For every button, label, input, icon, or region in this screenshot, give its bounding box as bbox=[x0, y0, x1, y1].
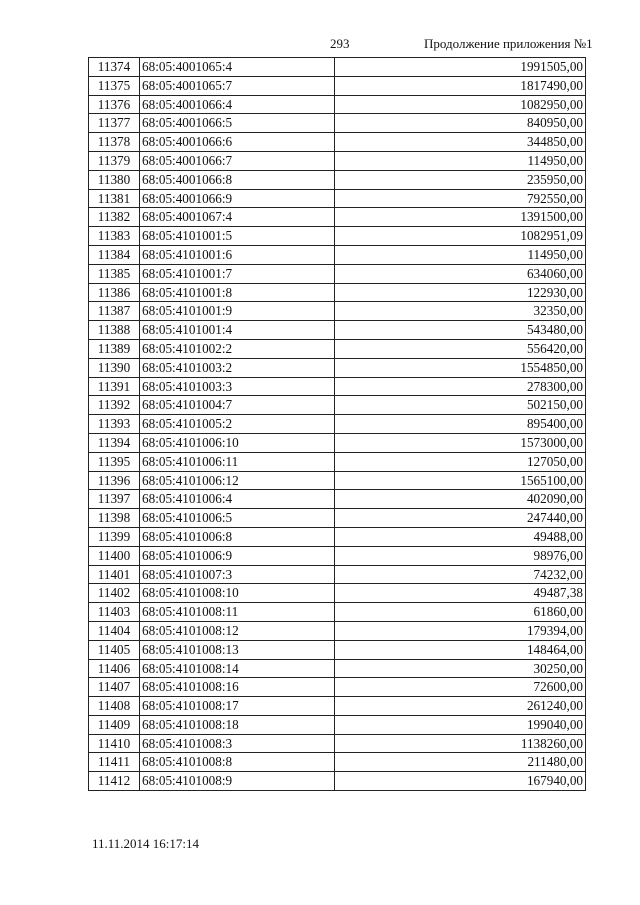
cadastral-number: 68:05:4001067:4 bbox=[140, 208, 335, 227]
cadastral-value: 49488,00 bbox=[335, 527, 586, 546]
table-row bbox=[89, 509, 586, 528]
row-number: 11385 bbox=[89, 264, 140, 283]
row-number: 11412 bbox=[89, 772, 140, 791]
cadastral-value: 1138260,00 bbox=[335, 734, 586, 753]
row-number: 11394 bbox=[89, 433, 140, 452]
cadastral-value: 556420,00 bbox=[335, 339, 586, 358]
row-number: 11384 bbox=[89, 245, 140, 264]
table-row bbox=[89, 133, 586, 152]
cadastral-value: 61860,00 bbox=[335, 603, 586, 622]
row-number: 11375 bbox=[89, 76, 140, 95]
cadastral-value: 840950,00 bbox=[335, 114, 586, 133]
table-body bbox=[89, 58, 586, 791]
cadastral-number: 68:05:4001066:7 bbox=[140, 151, 335, 170]
table-row bbox=[89, 603, 586, 622]
cadastral-value: 247440,00 bbox=[335, 509, 586, 528]
cadastral-value: 179394,00 bbox=[335, 621, 586, 640]
table-row bbox=[89, 772, 586, 791]
row-number: 11383 bbox=[89, 227, 140, 246]
cadastral-number: 68:05:4001065:7 bbox=[140, 76, 335, 95]
row-number: 11398 bbox=[89, 509, 140, 528]
row-number: 11404 bbox=[89, 621, 140, 640]
cadastral-number: 68:05:4101001:7 bbox=[140, 264, 335, 283]
cadastral-number: 68:05:4001066:9 bbox=[140, 189, 335, 208]
cadastral-number: 68:05:4101001:5 bbox=[140, 227, 335, 246]
cadastral-value: 235950,00 bbox=[335, 170, 586, 189]
cadastral-value: 122930,00 bbox=[335, 283, 586, 302]
cadastral-number: 68:05:4101006:8 bbox=[140, 527, 335, 546]
table-row bbox=[89, 95, 586, 114]
cadastral-number: 68:05:4101001:6 bbox=[140, 245, 335, 264]
row-number: 11378 bbox=[89, 133, 140, 152]
table-row bbox=[89, 490, 586, 509]
cadastral-number: 68:05:4101005:2 bbox=[140, 415, 335, 434]
row-number: 11393 bbox=[89, 415, 140, 434]
table-row bbox=[89, 339, 586, 358]
cadastral-number: 68:05:4101008:18 bbox=[140, 715, 335, 734]
cadastral-number: 68:05:4101006:12 bbox=[140, 471, 335, 490]
cadastral-number: 68:05:4101008:10 bbox=[140, 584, 335, 603]
table-row bbox=[89, 734, 586, 753]
cadastral-value: 199040,00 bbox=[335, 715, 586, 734]
cadastral-value: 502150,00 bbox=[335, 396, 586, 415]
table-row bbox=[89, 283, 586, 302]
cadastral-value: 634060,00 bbox=[335, 264, 586, 283]
row-number: 11391 bbox=[89, 377, 140, 396]
cadastral-value: 1573000,00 bbox=[335, 433, 586, 452]
row-number: 11379 bbox=[89, 151, 140, 170]
cadastral-number: 68:05:4101001:9 bbox=[140, 302, 335, 321]
cadastral-number: 68:05:4101008:8 bbox=[140, 753, 335, 772]
cadastral-value: 344850,00 bbox=[335, 133, 586, 152]
row-number: 11402 bbox=[89, 584, 140, 603]
row-number: 11380 bbox=[89, 170, 140, 189]
table-row bbox=[89, 621, 586, 640]
cadastral-value: 167940,00 bbox=[335, 772, 586, 791]
cadastral-number: 68:05:4101004:7 bbox=[140, 396, 335, 415]
row-number: 11409 bbox=[89, 715, 140, 734]
table-row bbox=[89, 584, 586, 603]
row-number: 11401 bbox=[89, 565, 140, 584]
cadastral-value: 1817490,00 bbox=[335, 76, 586, 95]
table-row bbox=[89, 753, 586, 772]
table-row bbox=[89, 697, 586, 716]
table-row bbox=[89, 546, 586, 565]
table-row bbox=[89, 114, 586, 133]
cadastral-number: 68:05:4101006:4 bbox=[140, 490, 335, 509]
footer-timestamp: 11.11.2014 16:17:14 bbox=[92, 836, 200, 851]
table-row bbox=[89, 659, 586, 678]
cadastral-value: 1991505,00 bbox=[335, 58, 586, 77]
cadastral-value: 74232,00 bbox=[335, 565, 586, 584]
row-number: 11395 bbox=[89, 452, 140, 471]
cadastral-value: 49487,38 bbox=[335, 584, 586, 603]
row-number: 11388 bbox=[89, 321, 140, 340]
row-number: 11410 bbox=[89, 734, 140, 753]
cadastral-number: 68:05:4001065:4 bbox=[140, 58, 335, 77]
table-row bbox=[89, 189, 586, 208]
table-row bbox=[89, 415, 586, 434]
cadastral-number: 68:05:4101008:14 bbox=[140, 659, 335, 678]
table-row bbox=[89, 321, 586, 340]
table-row bbox=[89, 58, 586, 77]
cadastral-number: 68:05:4101008:12 bbox=[140, 621, 335, 640]
row-number: 11399 bbox=[89, 527, 140, 546]
row-number: 11381 bbox=[89, 189, 140, 208]
cadastral-value: 1554850,00 bbox=[335, 358, 586, 377]
table-row bbox=[89, 471, 586, 490]
table-row bbox=[89, 452, 586, 471]
row-number: 11406 bbox=[89, 659, 140, 678]
cadastral-value: 1082950,00 bbox=[335, 95, 586, 114]
row-number: 11374 bbox=[89, 58, 140, 77]
cadastral-number: 68:05:4101006:10 bbox=[140, 433, 335, 452]
table-row bbox=[89, 358, 586, 377]
row-number: 11392 bbox=[89, 396, 140, 415]
cadastral-value: 1082951,09 bbox=[335, 227, 586, 246]
cadastral-number: 68:05:4101006:9 bbox=[140, 546, 335, 565]
row-number: 11387 bbox=[89, 302, 140, 321]
cadastral-number: 68:05:4101007:3 bbox=[140, 565, 335, 584]
cadastral-number: 68:05:4101008:11 bbox=[140, 603, 335, 622]
cadastral-number: 68:05:4001066:4 bbox=[140, 95, 335, 114]
cadastral-value: 402090,00 bbox=[335, 490, 586, 509]
cadastral-value: 261240,00 bbox=[335, 697, 586, 716]
cadastral-value: 1565100,00 bbox=[335, 471, 586, 490]
table-row bbox=[89, 208, 586, 227]
table-row bbox=[89, 227, 586, 246]
row-number: 11382 bbox=[89, 208, 140, 227]
cadastral-value: 114950,00 bbox=[335, 245, 586, 264]
row-number: 11376 bbox=[89, 95, 140, 114]
cadastral-value-table bbox=[88, 57, 586, 791]
page-number: 293 bbox=[330, 36, 350, 51]
table-row bbox=[89, 245, 586, 264]
table-row bbox=[89, 565, 586, 584]
table-row bbox=[89, 302, 586, 321]
cadastral-number: 68:05:4001066:5 bbox=[140, 114, 335, 133]
continuation-title: Продолжение приложения №1 bbox=[424, 36, 593, 51]
cadastral-value: 148464,00 bbox=[335, 640, 586, 659]
table-row bbox=[89, 396, 586, 415]
row-number: 11408 bbox=[89, 697, 140, 716]
table-row bbox=[89, 76, 586, 95]
cadastral-number: 68:05:4101003:2 bbox=[140, 358, 335, 377]
cadastral-number: 68:05:4101001:4 bbox=[140, 321, 335, 340]
row-number: 11397 bbox=[89, 490, 140, 509]
row-number: 11407 bbox=[89, 678, 140, 697]
cadastral-number: 68:05:4101003:3 bbox=[140, 377, 335, 396]
cadastral-number: 68:05:4101008:17 bbox=[140, 697, 335, 716]
row-number: 11405 bbox=[89, 640, 140, 659]
cadastral-value: 792550,00 bbox=[335, 189, 586, 208]
cadastral-value: 895400,00 bbox=[335, 415, 586, 434]
cadastral-value: 32350,00 bbox=[335, 302, 586, 321]
cadastral-value: 72600,00 bbox=[335, 678, 586, 697]
table-row bbox=[89, 377, 586, 396]
row-number: 11400 bbox=[89, 546, 140, 565]
cadastral-value: 543480,00 bbox=[335, 321, 586, 340]
cadastral-value: 1391500,00 bbox=[335, 208, 586, 227]
cadastral-value: 114950,00 bbox=[335, 151, 586, 170]
cadastral-number: 68:05:4001066:8 bbox=[140, 170, 335, 189]
row-number: 11390 bbox=[89, 358, 140, 377]
cadastral-number: 68:05:4101008:3 bbox=[140, 734, 335, 753]
cadastral-number: 68:05:4101006:5 bbox=[140, 509, 335, 528]
row-number: 11396 bbox=[89, 471, 140, 490]
cadastral-number: 68:05:4101008:16 bbox=[140, 678, 335, 697]
cadastral-number: 68:05:4101002:2 bbox=[140, 339, 335, 358]
table-row bbox=[89, 151, 586, 170]
table-row bbox=[89, 264, 586, 283]
table-row bbox=[89, 527, 586, 546]
row-number: 11403 bbox=[89, 603, 140, 622]
row-number: 11386 bbox=[89, 283, 140, 302]
table-row bbox=[89, 678, 586, 697]
cadastral-number: 68:05:4101006:11 bbox=[140, 452, 335, 471]
row-number: 11389 bbox=[89, 339, 140, 358]
row-number: 11377 bbox=[89, 114, 140, 133]
cadastral-number: 68:05:4101008:13 bbox=[140, 640, 335, 659]
row-number: 11411 bbox=[89, 753, 140, 772]
cadastral-value: 30250,00 bbox=[335, 659, 586, 678]
cadastral-number: 68:05:4101001:8 bbox=[140, 283, 335, 302]
cadastral-number: 68:05:4001066:6 bbox=[140, 133, 335, 152]
cadastral-value: 98976,00 bbox=[335, 546, 586, 565]
table-row bbox=[89, 715, 586, 734]
cadastral-number: 68:05:4101008:9 bbox=[140, 772, 335, 791]
cadastral-value: 278300,00 bbox=[335, 377, 586, 396]
table-row bbox=[89, 170, 586, 189]
cadastral-value: 211480,00 bbox=[335, 753, 586, 772]
cadastral-value: 127050,00 bbox=[335, 452, 586, 471]
table-row bbox=[89, 433, 586, 452]
table-row bbox=[89, 640, 586, 659]
